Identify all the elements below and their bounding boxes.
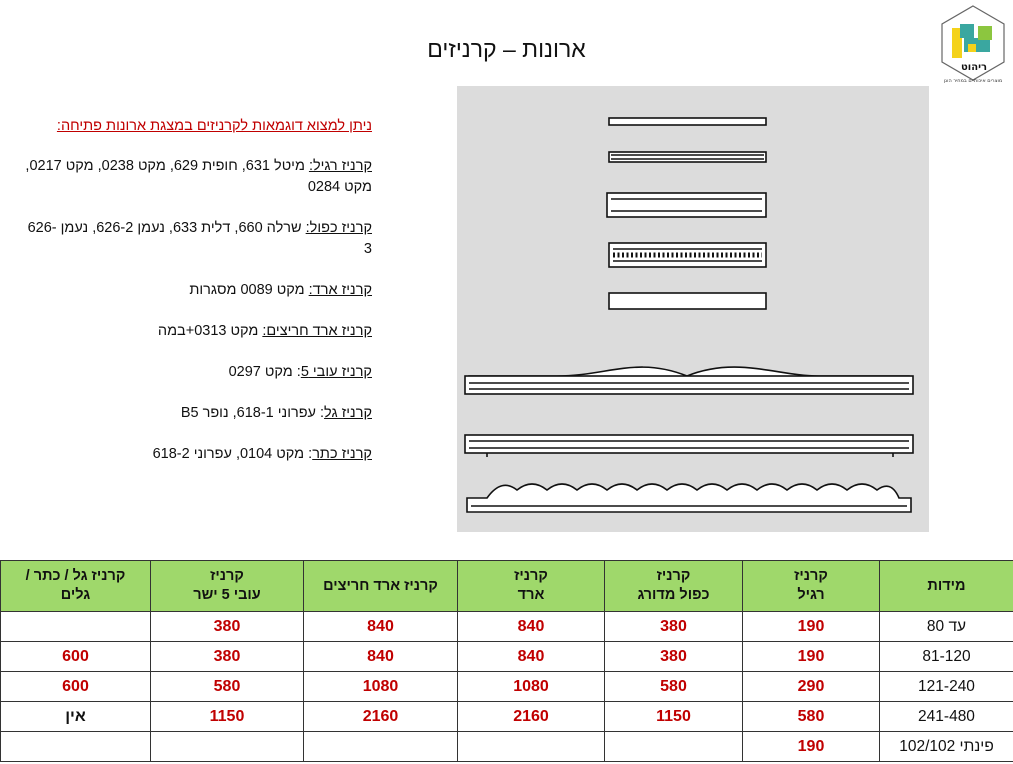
cell-price: 1080 — [304, 672, 458, 702]
note-text: : מקט 0297 — [228, 364, 301, 380]
cell-price: 2160 — [304, 702, 458, 732]
note-label: קרניז כתר — [312, 446, 372, 462]
header-ard-grooves: קרניז ארד חריצים — [304, 561, 458, 612]
cell-price: 840 — [304, 642, 458, 672]
profile-regular — [609, 118, 766, 125]
cell-size: 81-120 — [880, 642, 1013, 672]
table-header-row — [1, 561, 1013, 612]
cell-price: 190 — [743, 732, 880, 762]
note-text: שרלה 660, דלית 633, נעמן 626-2, נעמן 626-3 — [27, 220, 372, 257]
table-row — [1, 732, 1013, 762]
header-double-stepped: קרניז כפול מדורג — [605, 561, 743, 612]
note-label: קרניז ארד: — [308, 282, 372, 298]
header-ard: קרניז ארד — [458, 561, 605, 612]
header-regular: קרניז רגיל — [743, 561, 880, 612]
table-row — [1, 612, 1013, 642]
note-label: קרניז רגיל: — [308, 158, 372, 174]
cell-price: 840 — [304, 612, 458, 642]
cell-price: 2160 — [458, 702, 605, 732]
profile-stepped — [607, 193, 766, 217]
note-item — [20, 280, 372, 301]
note-label: קרניז כפול: — [305, 220, 372, 236]
cell-price — [458, 732, 605, 762]
note-item — [20, 218, 372, 260]
note-item — [20, 156, 372, 198]
cell-price: 580 — [605, 672, 743, 702]
cell-price: 840 — [458, 642, 605, 672]
notes-intro: ניתן למצוא דוגמאות לקרניזים במצגת ארונות פתיחה: — [56, 118, 372, 134]
cell-price: 600 — [1, 642, 151, 672]
cell-price: 380 — [605, 612, 743, 642]
cell-price: 380 — [605, 642, 743, 672]
cell-price — [151, 732, 304, 762]
cell-price: 190 — [743, 612, 880, 642]
company-logo — [938, 4, 1008, 86]
cell-price — [1, 612, 151, 642]
table-row — [1, 672, 1013, 702]
header-wave-crown: קרניז גל / כתר / גלים — [1, 561, 151, 612]
note-label: קרניז גל — [324, 405, 372, 421]
profile-double — [609, 152, 766, 162]
table-row — [1, 702, 1013, 732]
cornice-notes — [20, 116, 372, 485]
cell-price: 840 — [458, 612, 605, 642]
cell-price: 580 — [743, 702, 880, 732]
cornice-profiles-drawing — [457, 86, 929, 532]
page-title: ארונות – קרניזים — [427, 36, 586, 62]
note-text: : מקט 0104, עפרוני 618-2 — [152, 446, 313, 462]
profile-waves — [467, 484, 911, 512]
cell-price: 190 — [743, 642, 880, 672]
note-label: קרניז עובי 5 — [300, 364, 372, 380]
note-text: : עפרוני 618-1, נופר B5 — [180, 405, 325, 421]
note-label: קרניז ארד חריצים: — [262, 323, 372, 339]
cell-price: 580 — [151, 672, 304, 702]
cell-price: 1080 — [458, 672, 605, 702]
header-thickness-5: קרניז עובי 5 ישר — [151, 561, 304, 612]
header-sizes: מידות — [880, 561, 1013, 612]
cell-price: 1150 — [151, 702, 304, 732]
note-text: מיטל 631, חופית 629, מקט 0238, מקט 0217, מקט 0284 — [25, 158, 372, 195]
note-text: מקט 0313+במה — [157, 323, 263, 339]
cell-price — [304, 732, 458, 762]
profile-arch — [465, 367, 913, 394]
svg-text:מוצרים איכותיים במחיר הוגן: מוצרים איכותיים במחיר הוגן — [943, 78, 1003, 84]
note-item — [20, 321, 372, 342]
profile-flat — [609, 293, 766, 309]
cell-price: 380 — [151, 612, 304, 642]
cell-price: 1150 — [605, 702, 743, 732]
profile-wave — [465, 435, 913, 457]
cell-size: עד 80 — [880, 612, 1013, 642]
pricing-table — [0, 560, 1013, 762]
cell-price: אין — [1, 702, 151, 732]
cell-price — [605, 732, 743, 762]
note-item — [20, 444, 372, 465]
cell-price: 600 — [1, 672, 151, 702]
table-row — [1, 642, 1013, 672]
cell-price: 290 — [743, 672, 880, 702]
cell-size: 121-240 — [880, 672, 1013, 702]
svg-text:ריהוט: ריהוט — [960, 62, 988, 73]
cell-price — [1, 732, 151, 762]
cell-size: פינתי 102/102 — [880, 732, 1013, 762]
cell-size: 241-480 — [880, 702, 1013, 732]
note-item — [20, 403, 372, 424]
note-item — [20, 362, 372, 383]
cell-price: 380 — [151, 642, 304, 672]
profile-grooved — [609, 243, 766, 267]
note-text: מקט 0089 מסגרות — [189, 282, 309, 298]
